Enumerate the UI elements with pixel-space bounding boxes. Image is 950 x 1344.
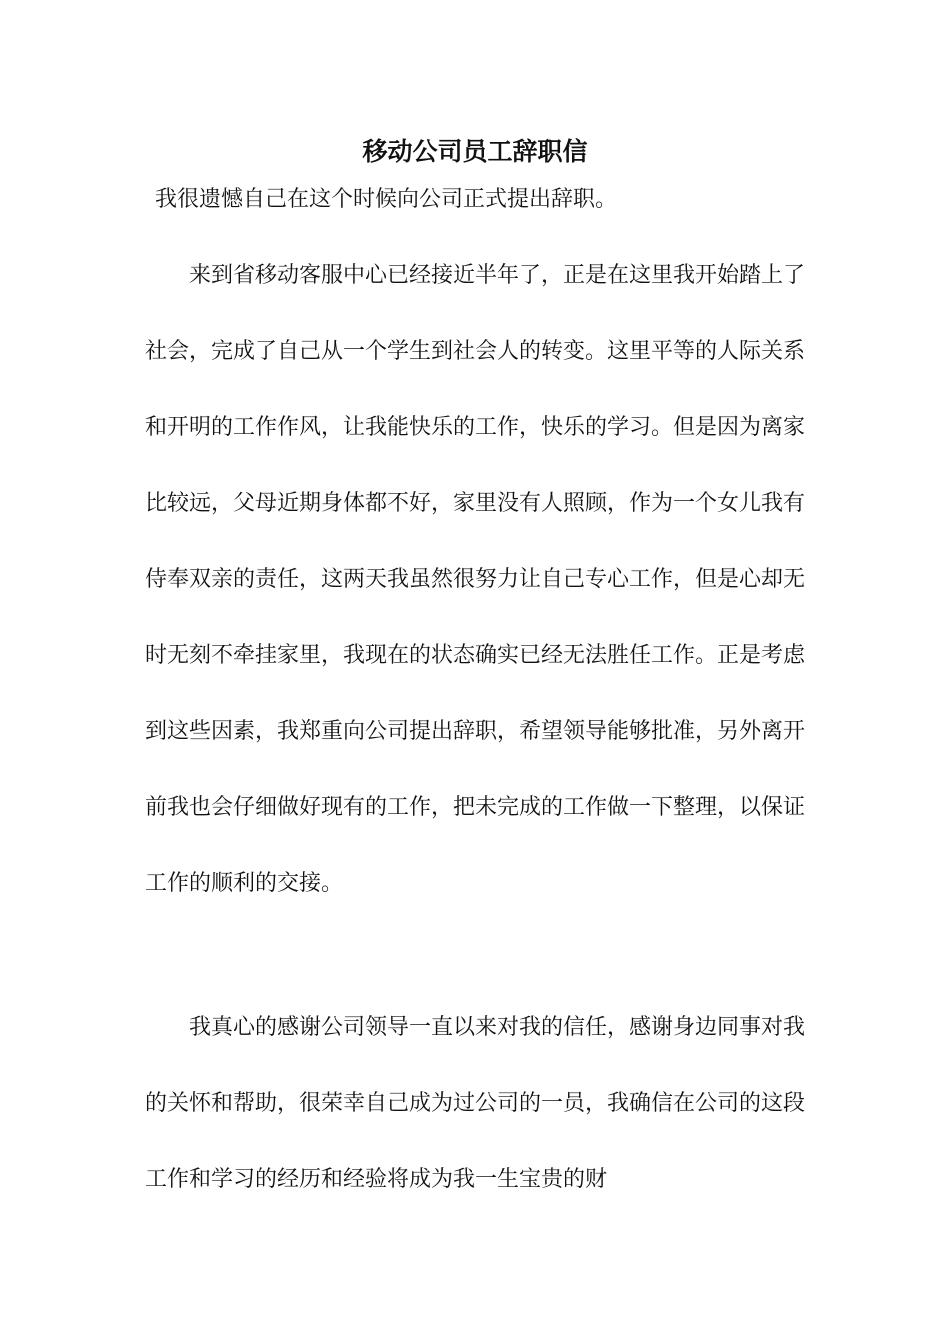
intro-line: 我很遗憾自己在这个时候向公司正式提出辞职。 [155,187,618,212]
document-title: 移动公司员工辞职信 [362,137,588,166]
body-paragraph-1: 来到省移动客服中心已经接近半年了，正是在这里我开始踏上了社会，完成了自己从一个学生到社会人的转变。这里平等的人际关系和开明的工作作风，让我能快乐的工作，快乐的学习。但是因为离家比较远，父母近期身体都不好，家里没有人照顾，作为一个女儿我有侍奉双亲的责任，这两天我虽然很努力让自己专心工作，但是心却无时无刻不牵挂家里，我现在的状态确实已经无法胜任工作。正是考虑到这些因素，我郑重向公司提出辞职，希望领导能够批准，另外离开前我也会仔细做好现有的工作，把未完成的工作做一下整理，以保证工作的顺利的交接。 [145,263,806,896]
body-paragraph-2: 我真心的感谢公司领导一直以来对我的信任，感谢身边同事对我的关怀和帮助，很荣幸自己成为过公司的一员，我确信在公司的这段工作和学习的经历和经验将成为我一生宝贵的财 [145,1015,806,1192]
